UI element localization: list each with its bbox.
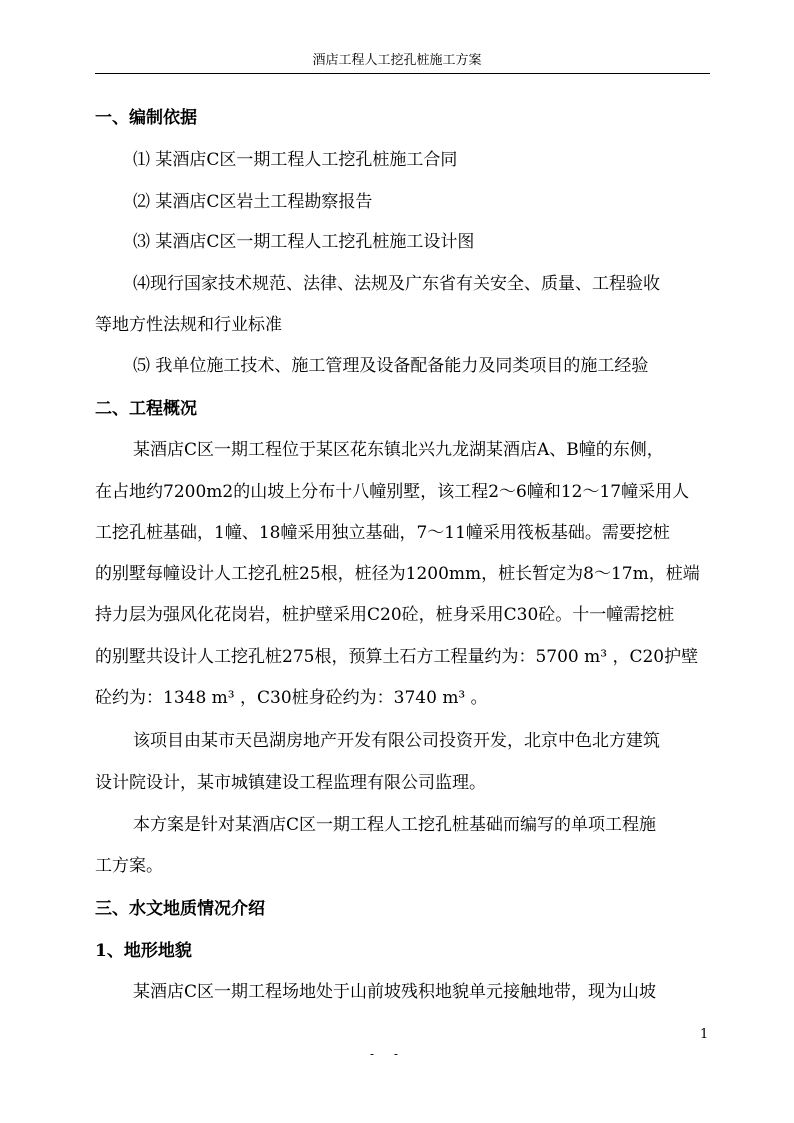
overview-paragraph-line: 的别墅每幢设计人工挖孔桩25根，桩径为1200mm，桩长暂定为8～17m，桩端: [95, 564, 700, 584]
section-heading-overview: 二、工程概况: [95, 399, 197, 419]
basis-item: ⑷现行国家技术规范、法律、法规及广东省有关安全、质量、工程验收: [133, 274, 660, 294]
basis-item: ⑶ 某酒店C区一期工程人工挖孔桩施工设计图: [133, 232, 475, 252]
overview-paragraph-line: 工方案。: [95, 856, 163, 876]
basis-item: ⑵ 某酒店C区岩土工程勘察报告: [133, 192, 373, 212]
basis-item: ⑴ 某酒店C区一期工程人工挖孔桩施工合同: [133, 150, 458, 170]
overview-paragraph-line: 的别墅共设计人工挖孔桩275根，预算土石方工程量约为：5700 m³ ，C20护壁: [95, 647, 699, 667]
overview-paragraph-line: 持力层为强风化花岗岩，桩护壁采用C20砼，桩身采用C30砼。十一幢需挖桩: [95, 605, 675, 625]
basis-item-continued: 等地方性法规和行业标准: [95, 315, 282, 335]
footer-mark: - -: [370, 1047, 406, 1061]
overview-paragraph-line: 设计院设计，某市城镇建设工程监理有限公司监理。: [95, 773, 486, 793]
overview-paragraph-line: 本方案是针对某酒店C区一期工程人工挖孔桩基础而编写的单项工程施: [133, 815, 657, 835]
overview-paragraph-line: 该项目由某市天邑湖房地产开发有限公司投资开发，北京中色北方建筑: [133, 731, 660, 751]
overview-paragraph-line: 某酒店C区一期工程位于某区花东镇北兴九龙湖某酒店A、B幢的东侧，: [133, 440, 664, 460]
section-heading-hydrogeology: 三、水文地质情况介绍: [95, 899, 265, 919]
basis-item: ⑸ 我单位施工技术、施工管理及设备配备能力及同类项目的施工经验: [133, 356, 649, 376]
terrain-paragraph-line: 某酒店C区一期工程场地处于山前坡残积地貌单元接触地带，现为山坡: [133, 982, 657, 1002]
overview-paragraph-line: 砼约为：1348 m³ ，C30桩身砼约为：3740 m³ 。: [95, 688, 488, 708]
header-rule: [95, 73, 710, 74]
page-number: 1: [700, 1027, 709, 1042]
header-title: 酒店工程人工挖孔桩施工方案: [312, 53, 482, 68]
overview-paragraph-line: 工挖孔桩基础，1幢、18幢采用独立基础，7～11幢采用筏板基础。需要挖桩: [95, 523, 670, 543]
overview-paragraph-line: 在占地约7200m2的山坡上分布十八幢别墅，该工程2～6幢和12～17幢采用人: [95, 482, 690, 502]
subsection-heading-terrain: 1、地形地貌: [95, 941, 192, 961]
section-heading-basis: 一、编制依据: [95, 108, 197, 128]
